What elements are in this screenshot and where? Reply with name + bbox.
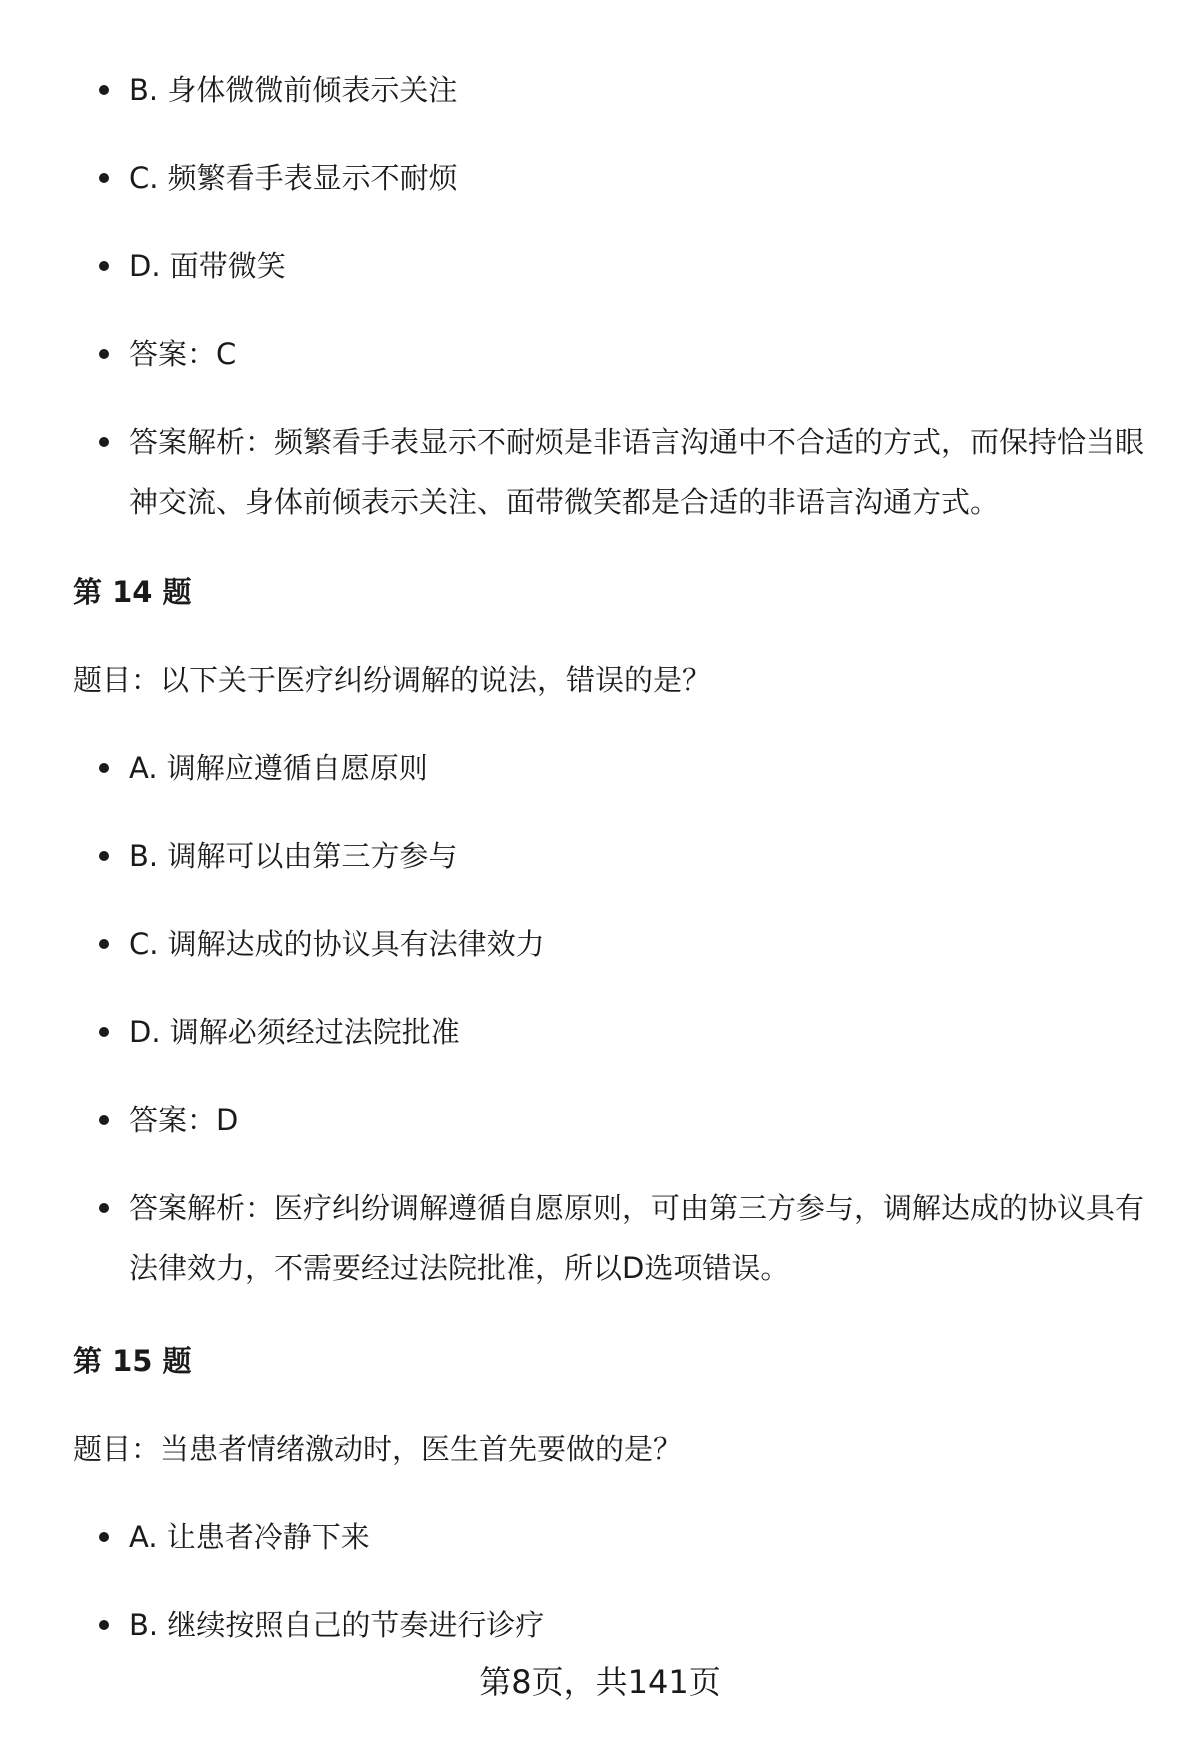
q13-option-c: C. 频繁看手表显示不耐烦: [129, 148, 1149, 208]
q15-question: 题目：当患者情绪激动时，医生首先要做的是？: [73, 1432, 683, 1466]
q15-option-a: A. 让患者冷静下来: [129, 1507, 1149, 1567]
q14-explanation: 答案解析：医疗纠纷调解遵循自愿原则，可由第三方参与，调解达成的协议具有法律效力，不需要经过法院批准，所以D选项错误。: [129, 1178, 1149, 1298]
q13-answer: 答案：C: [129, 324, 1149, 384]
q14-option-a: A. 调解应遵循自愿原则: [129, 738, 1149, 798]
q14-option-d: D. 调解必须经过法院批准: [129, 1002, 1149, 1062]
q13-option-b: B. 身体微微前倾表示关注: [129, 60, 1149, 120]
q14-answer: 答案：D: [129, 1090, 1149, 1150]
q13-explanation: 答案解析：频繁看手表显示不耐烦是非语言沟通中不合适的方式，而保持恰当眼神交流、身体前倾表示关注、面带微笑都是合适的非语言沟通方式。: [129, 412, 1149, 532]
q15-heading: 第 15 题: [73, 1344, 192, 1378]
q14-option-c: C. 调解达成的协议具有法律效力: [129, 914, 1149, 974]
q14-option-b: B. 调解可以由第三方参与: [129, 826, 1149, 886]
q13-option-d: D. 面带微笑: [129, 236, 1149, 296]
q14-question: 题目：以下关于医疗纠纷调解的说法，错误的是？: [73, 663, 712, 697]
q14-heading: 第 14 题: [73, 575, 192, 609]
page-number-footer: 第8页，共141页: [479, 1663, 721, 1701]
q15-option-b: B. 继续按照自己的节奏进行诊疗: [129, 1595, 1149, 1655]
